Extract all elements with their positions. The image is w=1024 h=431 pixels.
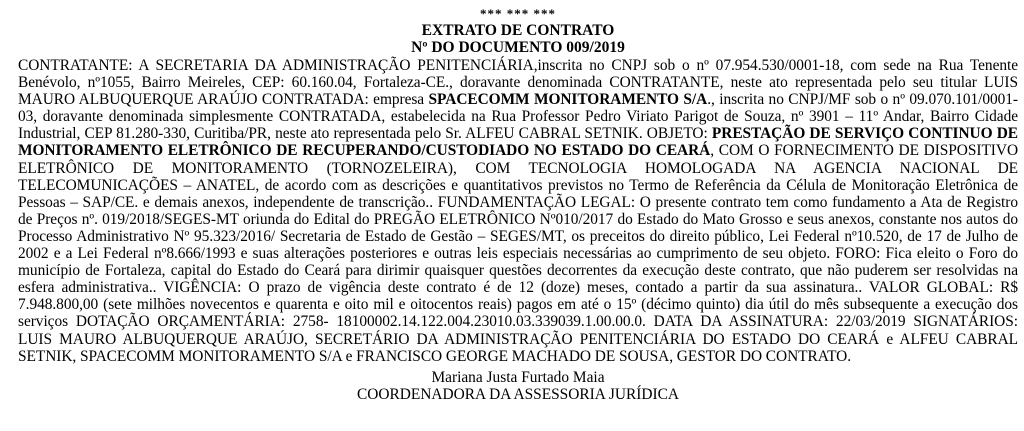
document-number: Nº DO DOCUMENTO 009/2019	[411, 39, 625, 56]
document-title: EXTRATO DE CONTRATO	[421, 22, 615, 39]
signatory-name: Mariana Justa Furtado Maia	[431, 368, 605, 386]
signatory-role: COORDENADORA DA ASSESSORIA JURÍDICA	[357, 386, 679, 404]
objeto-description: PRESTAÇÃO DE SERVIÇO CONTINUO DE MONITORAMENTO ELETRÔNICO DE RECUPERANDO/CUSTODIADO NO ESTADO DO CEARÁ	[18, 125, 1018, 160]
body-text-part1: CONTRATANTE: A SECRETARIA DA ADMINISTRAÇÃO PENITENCIÁRIA,inscrita no CNPJ sob o nº 07.954.530/0001-18, com sede na Rua Tenente Benévolo, nº1055, Bairro Meireles, CEP: 60.160.04, Fortaleza-CE., doravante denominada CONTRATANTE, neste ato representada pelo seu titular LUIS MAURO ALBUQUERQUE ARAÚJO CONTRATADA: empresa	[18, 57, 1018, 109]
body-text-part2: ., inscrita no CNPJ/MF sob o nº 09.070.101/0001-03, doravante denominada simplesmente CONTRATADA, estabelecida na Rua Professor Pedro Viriato Parigot de Souza, nº 3901 – 11º Andar, Bairro Cidade Industrial, CEP 81.280-330, Curitiba/PR, neste ato representada pelo Sr. ALFEU CABRAL SETNIK. OBJETO:	[18, 91, 1018, 143]
signature-block	[18, 369, 1018, 404]
separator-stars: *** *** ***	[480, 6, 556, 21]
contract-body	[18, 57, 1018, 365]
body-text-part3: , COM O FORNECIMENTO DE DISPOSITIVO ELETRÔNICO DE MONITORAMENTO (TORNOZELEIRA), COM TECNOLOGIA HOMOLOGADA NA AGENCIA NACIONAL DE TELECOMUNICAÇÕES – ANATEL, de acordo com as descrições e quantitativos previstos no Termo de Referência da Célula de Monitoração Eletrônica de Pessoas – SAP/CE. e demais anexos, independente de transcrição.. FUNDAMENTAÇÃO LEGAL: O presente contrato tem como fundamento a Ata de Registro de Preços nº. 019/2018/SEGES-MT oriunda do Edital do PREGÃO ELETRÔNICO Nº010/2017 do Estado do Mato Grosso e seus anexos, constante nos autos do Processo Administrativo Nº 95.323/2016/ Secretaria de Estado de Gestão – SEGES/MT, os preceitos do direito público, Lei Federal nº10.520, de 17 de Julho de 2002 e a Lei Federal nº8.666/1993 e suas alterações posteriores e outras leis especiais necessárias ao cumprimento de seu objeto. FORO: Fica eleito o Foro do município de Fortaleza, capital do Estado do Ceará para dirimir quaisquer questões decorrentes da execução deste contrato, que não puderem ser resolvidas na esfera administrativa.. VIGÊNCIA: O prazo de vigência deste contrato é de 12 (doze) meses, contado a partir da sua assinatura.. VALOR GLOBAL: R$ 7.948.800,00 (sete milhões novecentos e quarenta e oito mil e oitocentos reais) pagos em até o 15º (décimo quinto) dia útil do mês subsequente a execução dos serviços DOTAÇÃO ORÇAMENTÁRIA: 2758- 18100002.14.122.004.23010.03.339039.1.00.00.0. DATA DA ASSINATURA: 22/03/2019 SIGNATÁRIOS: LUIS MAURO ALBUQUERQUE ARAÚJO, SECRETÁRIO DA ADMINISTRAÇÃO PENITENCIÁRIA DO ESTADO DO CEARÁ e ALFEU CABRAL SETNIK, SPACECOMM MONITORAMENTO S/A e FRANCISCO GEORGE MACHADO DE SOUSA, GESTOR DO CONTRATO.	[18, 142, 1019, 365]
contratada-name: SPACECOMM MONITORAMENTO S/A	[428, 91, 708, 109]
